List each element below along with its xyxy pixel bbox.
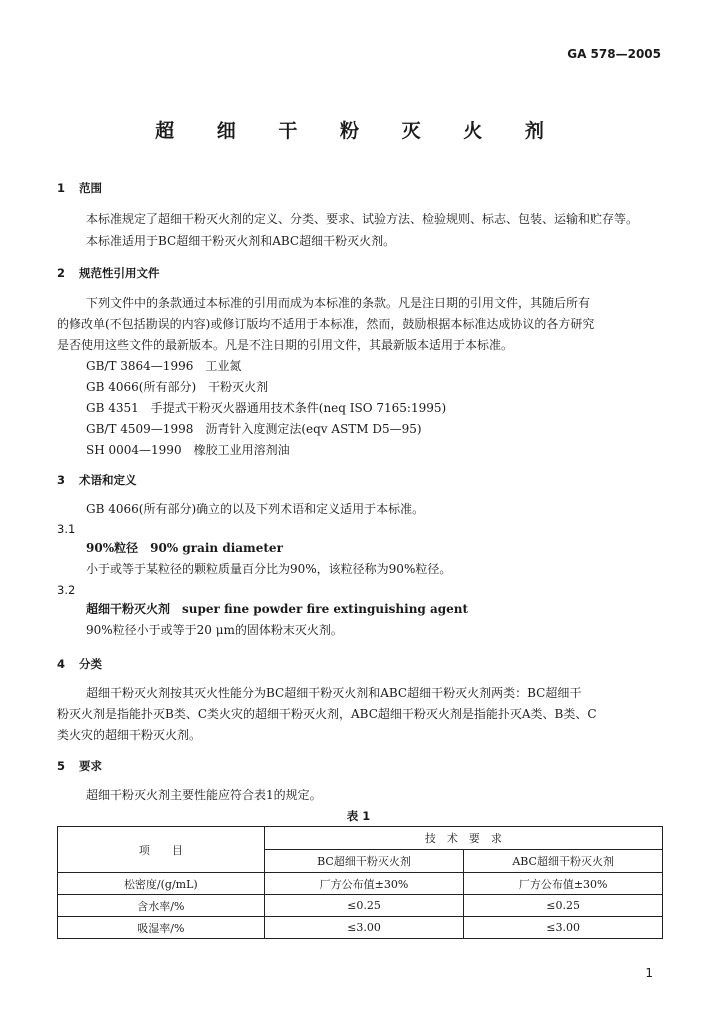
section-number: 2	[57, 266, 66, 280]
reference-item: GB/T 4509—1998 沥青针入度测定法(eqv ASTM D5—95)	[86, 422, 422, 436]
reference-item: GB/T 3864—1996 工业氮	[86, 359, 242, 373]
table-header-row	[58, 827, 663, 850]
table-row	[58, 895, 663, 917]
paragraph-line: 超细干粉灭火剂主要性能应符合表1的规定。	[86, 788, 322, 802]
paragraph-line: 本标准规定了超细干粉灭火剂的定义、分类、要求、试验方法、检验规则、标志、包装、运输和贮存等。	[86, 212, 639, 226]
cell-item: 松密度/(g/mL)	[58, 873, 265, 895]
section-3-heading	[57, 472, 137, 488]
term-definition: 小于或等于某粒径的颗粒质量百分比为90%，该粒径称为90%粒径。	[86, 562, 452, 576]
cell-bc: 厂方公布值±30%	[264, 873, 464, 895]
section-5-heading	[57, 758, 102, 774]
cell-bc: ≤0.25	[264, 895, 464, 917]
section-number: 1	[57, 181, 66, 195]
paragraph-line: 本标准适用于BC超细干粉灭火剂和ABC超细干粉灭火剂。	[86, 234, 396, 248]
section-title: 规范性引用文件	[79, 266, 160, 280]
section-1-heading	[57, 180, 102, 196]
document-title: 超 细 干 粉 灭 火 剂	[155, 120, 562, 142]
section-title: 术语和定义	[79, 473, 137, 487]
header-bc: BC超细干粉灭火剂	[264, 850, 464, 873]
section-number: 4	[57, 657, 66, 671]
header-group: 技 术 要 求	[264, 827, 662, 850]
section-2-heading	[57, 265, 160, 281]
paragraph-line: GB 4066(所有部分)确立的以及下列术语和定义适用于本标准。	[86, 502, 425, 516]
paragraph-line: 的修改单(不包括勘误的内容)或修订版均不适用于本标准，然而，鼓励根据本标准达成协议的各方研究	[57, 317, 595, 331]
spec-table	[57, 826, 663, 939]
paragraph-line: 是否使用这些文件的最新版本。凡是不注日期的引用文件，其最新版本适用于本标准。	[57, 338, 514, 352]
cell-abc: ≤0.25	[464, 895, 663, 917]
section-number: 5	[57, 759, 66, 773]
section-title: 要求	[79, 759, 102, 773]
page-number: 1	[645, 966, 653, 980]
paragraph-line: 下列文件中的条款通过本标准的引用而成为本标准的条款。凡是注日期的引用文件，其随后所有	[86, 296, 591, 310]
cell-abc: 厂方公布值±30%	[464, 873, 663, 895]
term-definition: 90%粒径小于或等于20 μm的固体粉末灭火剂。	[86, 623, 343, 637]
header-item: 项 目	[58, 827, 265, 873]
section-4-heading	[57, 656, 102, 672]
section-title: 分类	[79, 657, 102, 671]
term-heading: 90%粒径 90% grain diameter	[86, 541, 283, 555]
section-number: 3	[57, 473, 66, 487]
cell-item: 含水率/%	[58, 895, 265, 917]
term-heading: 超细干粉灭火剂 super fine powder fire extinguishing agent	[86, 602, 469, 616]
standard-number: GA 578—2005	[567, 47, 661, 61]
header-abc: ABC超细干粉灭火剂	[464, 850, 663, 873]
clause-number: 3.1	[57, 522, 76, 536]
cell-item: 吸湿率/%	[58, 917, 265, 939]
table-row	[58, 873, 663, 895]
clause-number: 3.2	[57, 583, 76, 597]
paragraph-line: 粉灭火剂是指能扑灭B类、C类火灾的超细干粉灭火剂，ABC超细干粉灭火剂是指能扑灭A类、B类、C	[57, 707, 597, 721]
paragraph-line: 类火灾的超细干粉灭火剂。	[57, 728, 202, 742]
cell-abc: ≤3.00	[464, 917, 663, 939]
table-caption: 表 1	[346, 809, 371, 823]
table-row	[58, 917, 663, 939]
reference-item: SH 0004—1990 橡胶工业用溶剂油	[86, 443, 290, 457]
cell-bc: ≤3.00	[264, 917, 464, 939]
paragraph-line: 超细干粉灭火剂按其灭火性能分为BC超细干粉灭火剂和ABC超细干粉灭火剂两类：BC超细干	[86, 686, 582, 700]
reference-item: GB 4351 手提式干粉灭火器通用技术条件(neq ISO 7165:1995)	[86, 401, 447, 415]
reference-item: GB 4066(所有部分) 干粉灭火剂	[86, 380, 269, 394]
section-title: 范围	[79, 181, 102, 195]
